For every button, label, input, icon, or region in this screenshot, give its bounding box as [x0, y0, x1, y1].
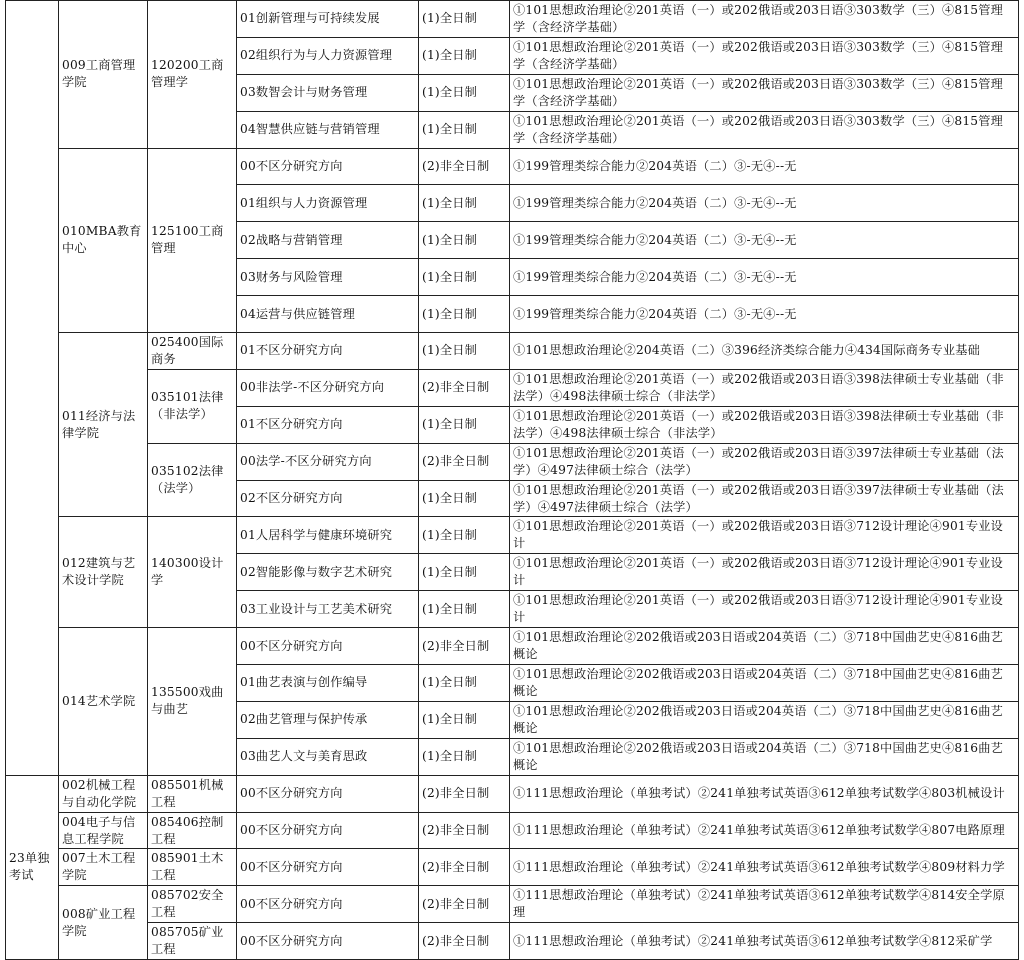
- table-row: [6, 775, 1019, 812]
- study-mode-cell: (1)全日制: [419, 701, 510, 738]
- exam-subjects-cell: ①101思想政治理论②201英语（一）或202俄语或203日语③398法律硕士专业基础（非法学）④498法律硕士综合（非法学）: [510, 369, 1019, 406]
- exam-subjects-cell: ①101思想政治理论②201英语（一）或202俄语或203日语③303数学（三）④815管理学（含经济学基础）: [510, 74, 1019, 111]
- direction-cell: 02不区分研究方向: [237, 480, 419, 517]
- direction-cell: 00非法学-不区分研究方向: [237, 369, 419, 406]
- exam-subjects-cell: ①111思想政治理论（单独考试）②241单独考试英语③612单独考试数学④814安全学原理: [510, 886, 1019, 923]
- direction-cell: 04运营与供应链管理: [237, 296, 419, 333]
- direction-cell: 01组织与人力资源管理: [237, 185, 419, 222]
- exam-subjects-cell: ①199管理类综合能力②204英语（二）③-无④--无: [510, 148, 1019, 185]
- school-cell: 012建筑与艺术设计学院: [59, 517, 148, 628]
- school-cell: 014艺术学院: [59, 628, 148, 776]
- exam-subjects-cell: ①111思想政治理论（单独考试）②241单独考试英语③612单独考试数学④807电路原理: [510, 812, 1019, 849]
- direction-cell: 03工业设计与工艺美术研究: [237, 591, 419, 628]
- table-body: [6, 1, 1019, 960]
- study-mode-cell: (1)全日制: [419, 37, 510, 74]
- study-mode-cell: (1)全日制: [419, 259, 510, 296]
- exam-subjects-cell: ①101思想政治理论②201英语（一）或202俄语或203日语③712设计理论④901专业设计: [510, 591, 1019, 628]
- direction-cell: 00不区分研究方向: [237, 775, 419, 812]
- direction-cell: 02战略与营销管理: [237, 222, 419, 259]
- table-row: [6, 886, 1019, 923]
- table-row: [6, 812, 1019, 849]
- exam-subjects-cell: ①111思想政治理论（单独考试）②241单独考试英语③612单独考试数学④812采矿学: [510, 923, 1019, 960]
- study-mode-cell: (1)全日制: [419, 74, 510, 111]
- exam-subjects-cell: ①199管理类综合能力②204英语（二）③-无④--无: [510, 222, 1019, 259]
- study-mode-cell: (2)非全日制: [419, 369, 510, 406]
- direction-cell: 00法学-不区分研究方向: [237, 443, 419, 480]
- exam-subjects-cell: ①199管理类综合能力②204英语（二）③-无④--无: [510, 259, 1019, 296]
- direction-cell: 01人居科学与健康环境研究: [237, 517, 419, 554]
- major-cell: 085501机械工程: [148, 775, 237, 812]
- study-mode-cell: (1)全日制: [419, 111, 510, 148]
- study-mode-cell: (1)全日制: [419, 480, 510, 517]
- study-mode-cell: (1)全日制: [419, 333, 510, 370]
- major-cell: 085705矿业工程: [148, 923, 237, 960]
- study-mode-cell: (1)全日制: [419, 296, 510, 333]
- exam-subjects-cell: ①101思想政治理论②201英语（一）或202俄语或203日语③303数学（三）④815管理学（含经济学基础）: [510, 37, 1019, 74]
- direction-cell: 03曲艺人文与美育思政: [237, 738, 419, 775]
- direction-cell: 02曲艺管理与保护传承: [237, 701, 419, 738]
- study-mode-cell: (1)全日制: [419, 1, 510, 38]
- study-mode-cell: (1)全日制: [419, 185, 510, 222]
- study-mode-cell: (2)非全日制: [419, 443, 510, 480]
- exam-subjects-cell: ①101思想政治理论②202俄语或203日语或204英语（二）③718中国曲艺史④816曲艺概论: [510, 665, 1019, 702]
- table-row: [6, 923, 1019, 960]
- exam-subjects-cell: ①101思想政治理论②201英语（一）或202俄语或203日语③397法律硕士专业基础（法学）④497法律硕士综合（法学）: [510, 480, 1019, 517]
- major-cell: 025400国际商务: [148, 333, 237, 370]
- exam-subjects-cell: ①199管理类综合能力②204英语（二）③-无④--无: [510, 185, 1019, 222]
- exam-subjects-cell: ①101思想政治理论②201英语（一）或202俄语或203日语③397法律硕士专业基础（法学）④497法律硕士综合（法学）: [510, 443, 1019, 480]
- major-cell: 035102法律（法学）: [148, 443, 237, 517]
- study-mode-cell: (1)全日制: [419, 738, 510, 775]
- major-cell: 035101法律（非法学）: [148, 369, 237, 443]
- study-mode-cell: (1)全日制: [419, 517, 510, 554]
- exam-subjects-cell: ①101思想政治理论②204英语（二）③396经济类综合能力④434国际商务专业基础: [510, 333, 1019, 370]
- table-row: [6, 1, 1019, 38]
- major-cell: 135500戏曲与曲艺: [148, 628, 237, 776]
- school-cell: 004电子与信息工程学院: [59, 812, 148, 849]
- direction-cell: 03财务与风险管理: [237, 259, 419, 296]
- exam-subjects-cell: ①111思想政治理论（单独考试）②241单独考试英语③612单独考试数学④809材料力学: [510, 849, 1019, 886]
- table-row: [6, 628, 1019, 665]
- category-cell: 23单独考试: [6, 775, 59, 959]
- study-mode-cell: (2)非全日制: [419, 849, 510, 886]
- school-cell: 010MBA教育中心: [59, 148, 148, 332]
- admissions-table: [5, 0, 1019, 960]
- major-cell: 085702安全工程: [148, 886, 237, 923]
- direction-cell: 00不区分研究方向: [237, 148, 419, 185]
- major-cell: 085901土木工程: [148, 849, 237, 886]
- table-row: [6, 369, 1019, 406]
- major-cell: 120200工商管理学: [148, 1, 237, 149]
- direction-cell: 00不区分研究方向: [237, 812, 419, 849]
- major-cell: 125100工商管理: [148, 148, 237, 332]
- direction-cell: 00不区分研究方向: [237, 923, 419, 960]
- table-row: [6, 443, 1019, 480]
- table-row: [6, 148, 1019, 185]
- direction-cell: 03数智会计与财务管理: [237, 74, 419, 111]
- study-mode-cell: (2)非全日制: [419, 923, 510, 960]
- exam-subjects-cell: ①199管理类综合能力②204英语（二）③-无④--无: [510, 296, 1019, 333]
- study-mode-cell: (2)非全日制: [419, 886, 510, 923]
- study-mode-cell: (1)全日制: [419, 591, 510, 628]
- study-mode-cell: (1)全日制: [419, 222, 510, 259]
- school-cell: 008矿业工程学院: [59, 886, 148, 960]
- exam-subjects-cell: ①101思想政治理论②202俄语或203日语或204英语（二）③718中国曲艺史④816曲艺概论: [510, 628, 1019, 665]
- study-mode-cell: (2)非全日制: [419, 628, 510, 665]
- direction-cell: 00不区分研究方向: [237, 886, 419, 923]
- study-mode-cell: (1)全日制: [419, 665, 510, 702]
- direction-cell: 01不区分研究方向: [237, 333, 419, 370]
- direction-cell: 02智能影像与数字艺术研究: [237, 554, 419, 591]
- exam-subjects-cell: ①111思想政治理论（单独考试）②241单独考试英语③612单独考试数学④803机械设计: [510, 775, 1019, 812]
- study-mode-cell: (1)全日制: [419, 554, 510, 591]
- direction-cell: 00不区分研究方向: [237, 628, 419, 665]
- table-row: [6, 333, 1019, 370]
- exam-subjects-cell: ①101思想政治理论②202俄语或203日语或204英语（二）③718中国曲艺史④816曲艺概论: [510, 701, 1019, 738]
- school-cell: 002机械工程与自动化学院: [59, 775, 148, 812]
- direction-cell: 02组织行为与人力资源管理: [237, 37, 419, 74]
- exam-subjects-cell: ①101思想政治理论②201英语（一）或202俄语或203日语③712设计理论④901专业设计: [510, 517, 1019, 554]
- school-cell: 011经济与法律学院: [59, 333, 148, 517]
- exam-subjects-cell: ①101思想政治理论②201英语（一）或202俄语或203日语③712设计理论④901专业设计: [510, 554, 1019, 591]
- direction-cell: 01曲艺表演与创作编导: [237, 665, 419, 702]
- school-cell: 009工商管理学院: [59, 1, 148, 149]
- direction-cell: 01不区分研究方向: [237, 406, 419, 443]
- exam-subjects-cell: ①101思想政治理论②201英语（一）或202俄语或203日语③303数学（三）④815管理学（含经济学基础）: [510, 1, 1019, 38]
- study-mode-cell: (2)非全日制: [419, 812, 510, 849]
- study-mode-cell: (2)非全日制: [419, 148, 510, 185]
- school-cell: 007土木工程学院: [59, 849, 148, 886]
- direction-cell: 00不区分研究方向: [237, 849, 419, 886]
- exam-subjects-cell: ①101思想政治理论②201英语（一）或202俄语或203日语③398法律硕士专业基础（非法学）④498法律硕士综合（非法学）: [510, 406, 1019, 443]
- direction-cell: 04智慧供应链与营销管理: [237, 111, 419, 148]
- major-cell: 085406控制工程: [148, 812, 237, 849]
- study-mode-cell: (1)全日制: [419, 406, 510, 443]
- exam-subjects-cell: ①101思想政治理论②202俄语或203日语或204英语（二）③718中国曲艺史④816曲艺概论: [510, 738, 1019, 775]
- table-row: [6, 849, 1019, 886]
- direction-cell: 01创新管理与可持续发展: [237, 1, 419, 38]
- table-row: [6, 517, 1019, 554]
- major-cell: 140300设计学: [148, 517, 237, 628]
- category-cell: [6, 1, 59, 776]
- study-mode-cell: (2)非全日制: [419, 775, 510, 812]
- exam-subjects-cell: ①101思想政治理论②201英语（一）或202俄语或203日语③303数学（三）④815管理学（含经济学基础）: [510, 111, 1019, 148]
